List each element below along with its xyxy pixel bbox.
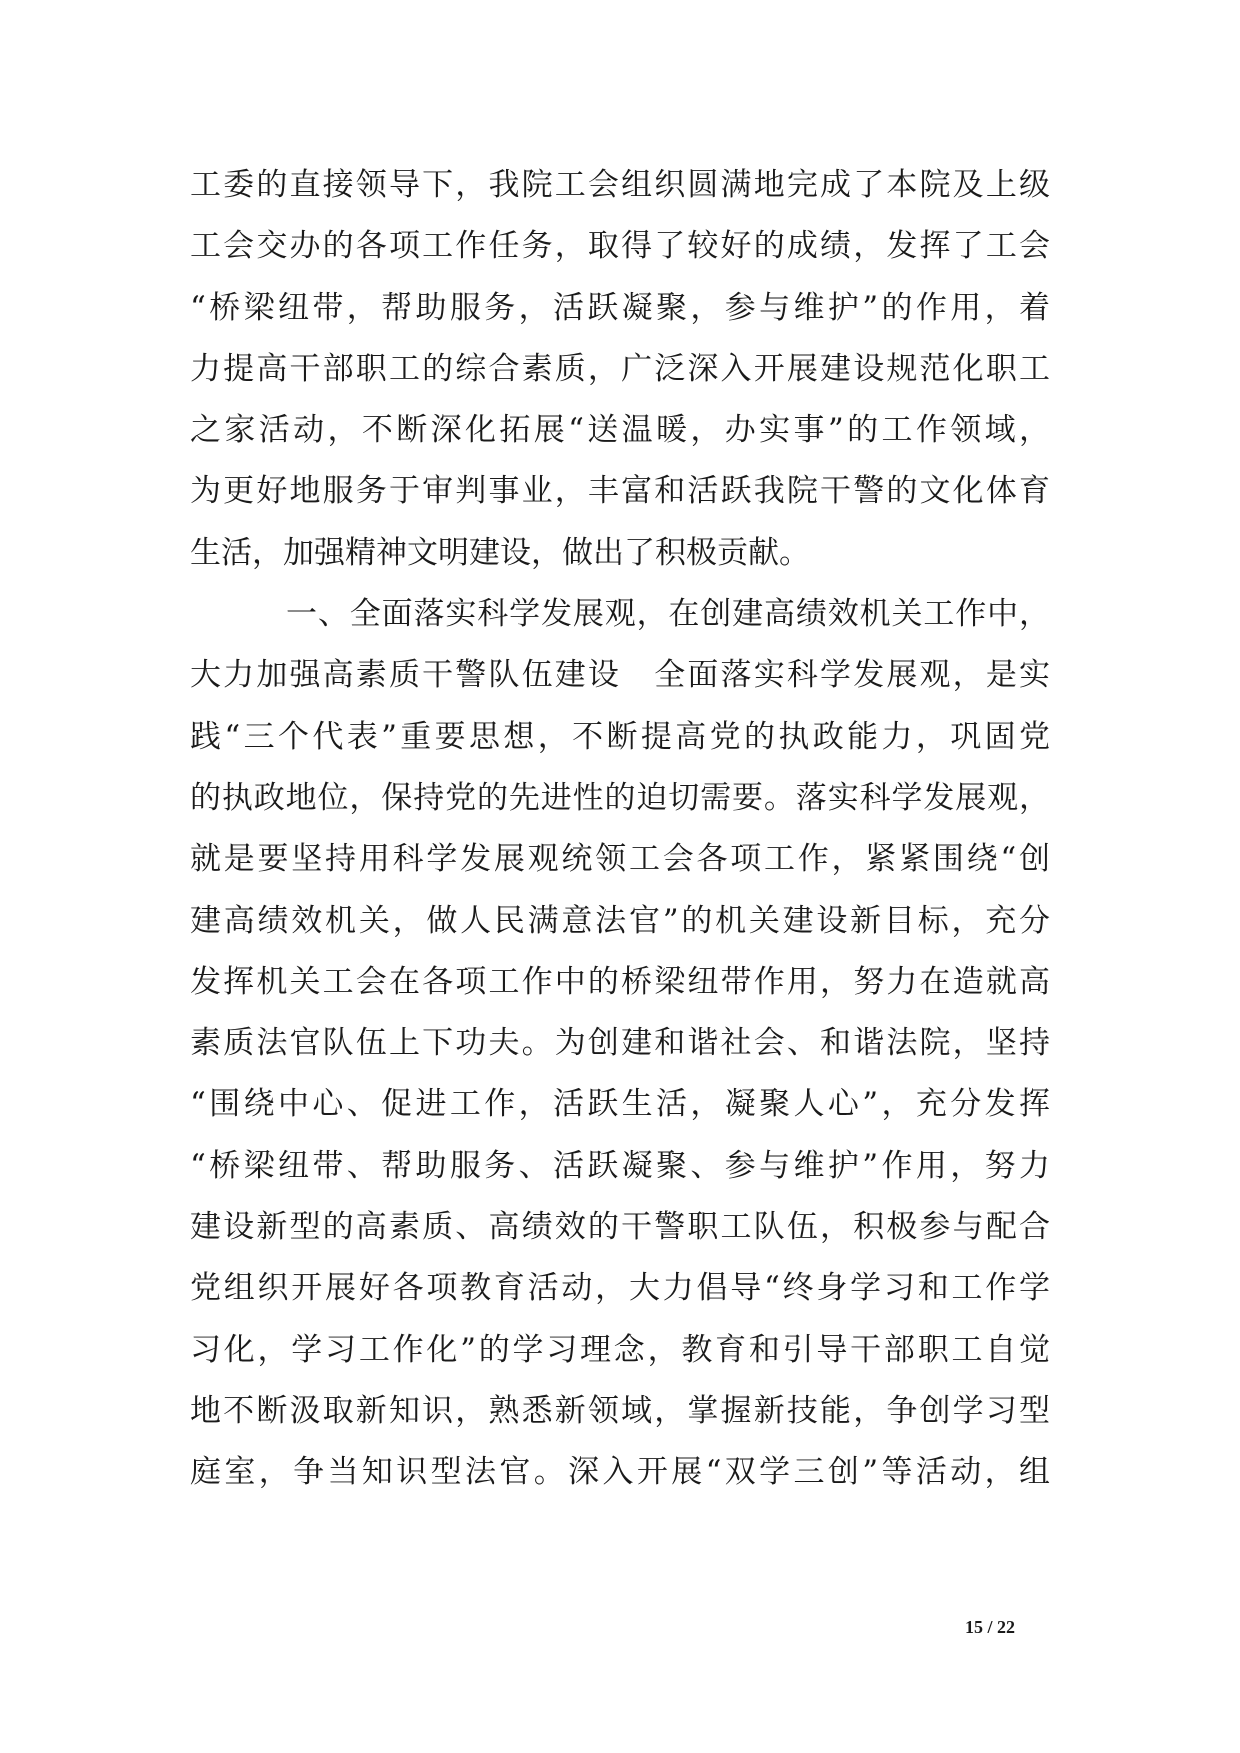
text-line: “桥梁纽带，帮助服务，活跃凝聚，参与维护”的作用，着 bbox=[190, 289, 1050, 326]
text-line: 发挥机关工会在各项工作中的桥梁纽带作用，努力在造就高 bbox=[190, 963, 1050, 1000]
text-line: 建高绩效机关，做人民满意法官”的机关建设新目标，充分 bbox=[190, 902, 1050, 939]
section-heading-line: 一、全面落实科学发展观，在创建高绩效机关工作中， bbox=[286, 596, 1050, 633]
text-line: 之家活动，不断深化拓展“送温暖，办实事”的工作领域， bbox=[190, 412, 1050, 449]
text-line: 工会交办的各项工作任务，取得了较好的成绩，发挥了工会 bbox=[190, 228, 1050, 265]
text-line: 力提高干部职工的综合素质，广泛深入开展建设规范化职工 bbox=[190, 350, 1050, 387]
text-line: “桥梁纽带、帮助服务、活跃凝聚、参与维护”作用，努力 bbox=[190, 1147, 1050, 1184]
text-line: 践“三个代表”重要思想，不断提高党的执政能力，巩固党 bbox=[190, 718, 1050, 755]
text-line: 为更好地服务于审判事业，丰富和活跃我院干警的文化体育 bbox=[190, 473, 1050, 510]
text-line: 素质法官队伍上下功夫。为创建和谐社会、和谐法院，坚持 bbox=[190, 1025, 1050, 1062]
text-line: 地不断汲取新知识，熟悉新领域，掌握新技能，争创学习型 bbox=[190, 1392, 1050, 1429]
text-line: 庭室，争当知识型法官。深入开展“双学三创”等活动，组 bbox=[190, 1454, 1050, 1491]
text-line: “围绕中心、促进工作，活跃生活，凝聚人心”，充分发挥 bbox=[190, 1086, 1050, 1123]
text-line: 的执政地位，保持党的先进性的迫切需要。落实科学发展观， bbox=[190, 779, 1050, 816]
text-line: 建设新型的高素质、高绩效的干警职工队伍，积极参与配合 bbox=[190, 1209, 1050, 1246]
text-line: 工委的直接领导下，我院工会组织圆满地完成了本院及上级 bbox=[190, 167, 1050, 203]
text-line: 就是要坚持用科学发展观统领工会各项工作，紧紧围绕“创 bbox=[190, 841, 1050, 878]
page-number: 15 / 22 bbox=[964, 1617, 1015, 1637]
text-line: 习化，学习工作化”的学习理念，教育和引导干部职工自觉 bbox=[190, 1331, 1050, 1368]
text-line: 党组织开展好各项教育活动，大力倡导“终身学习和工作学 bbox=[190, 1270, 1050, 1307]
text-line: 大力加强高素质干警队伍建设 全面落实科学发展观，是实 bbox=[190, 657, 1050, 694]
body-text bbox=[190, 155, 1050, 1504]
text-line: 生活，加强精神文明建设，做出了积极贡献。 bbox=[190, 534, 810, 571]
